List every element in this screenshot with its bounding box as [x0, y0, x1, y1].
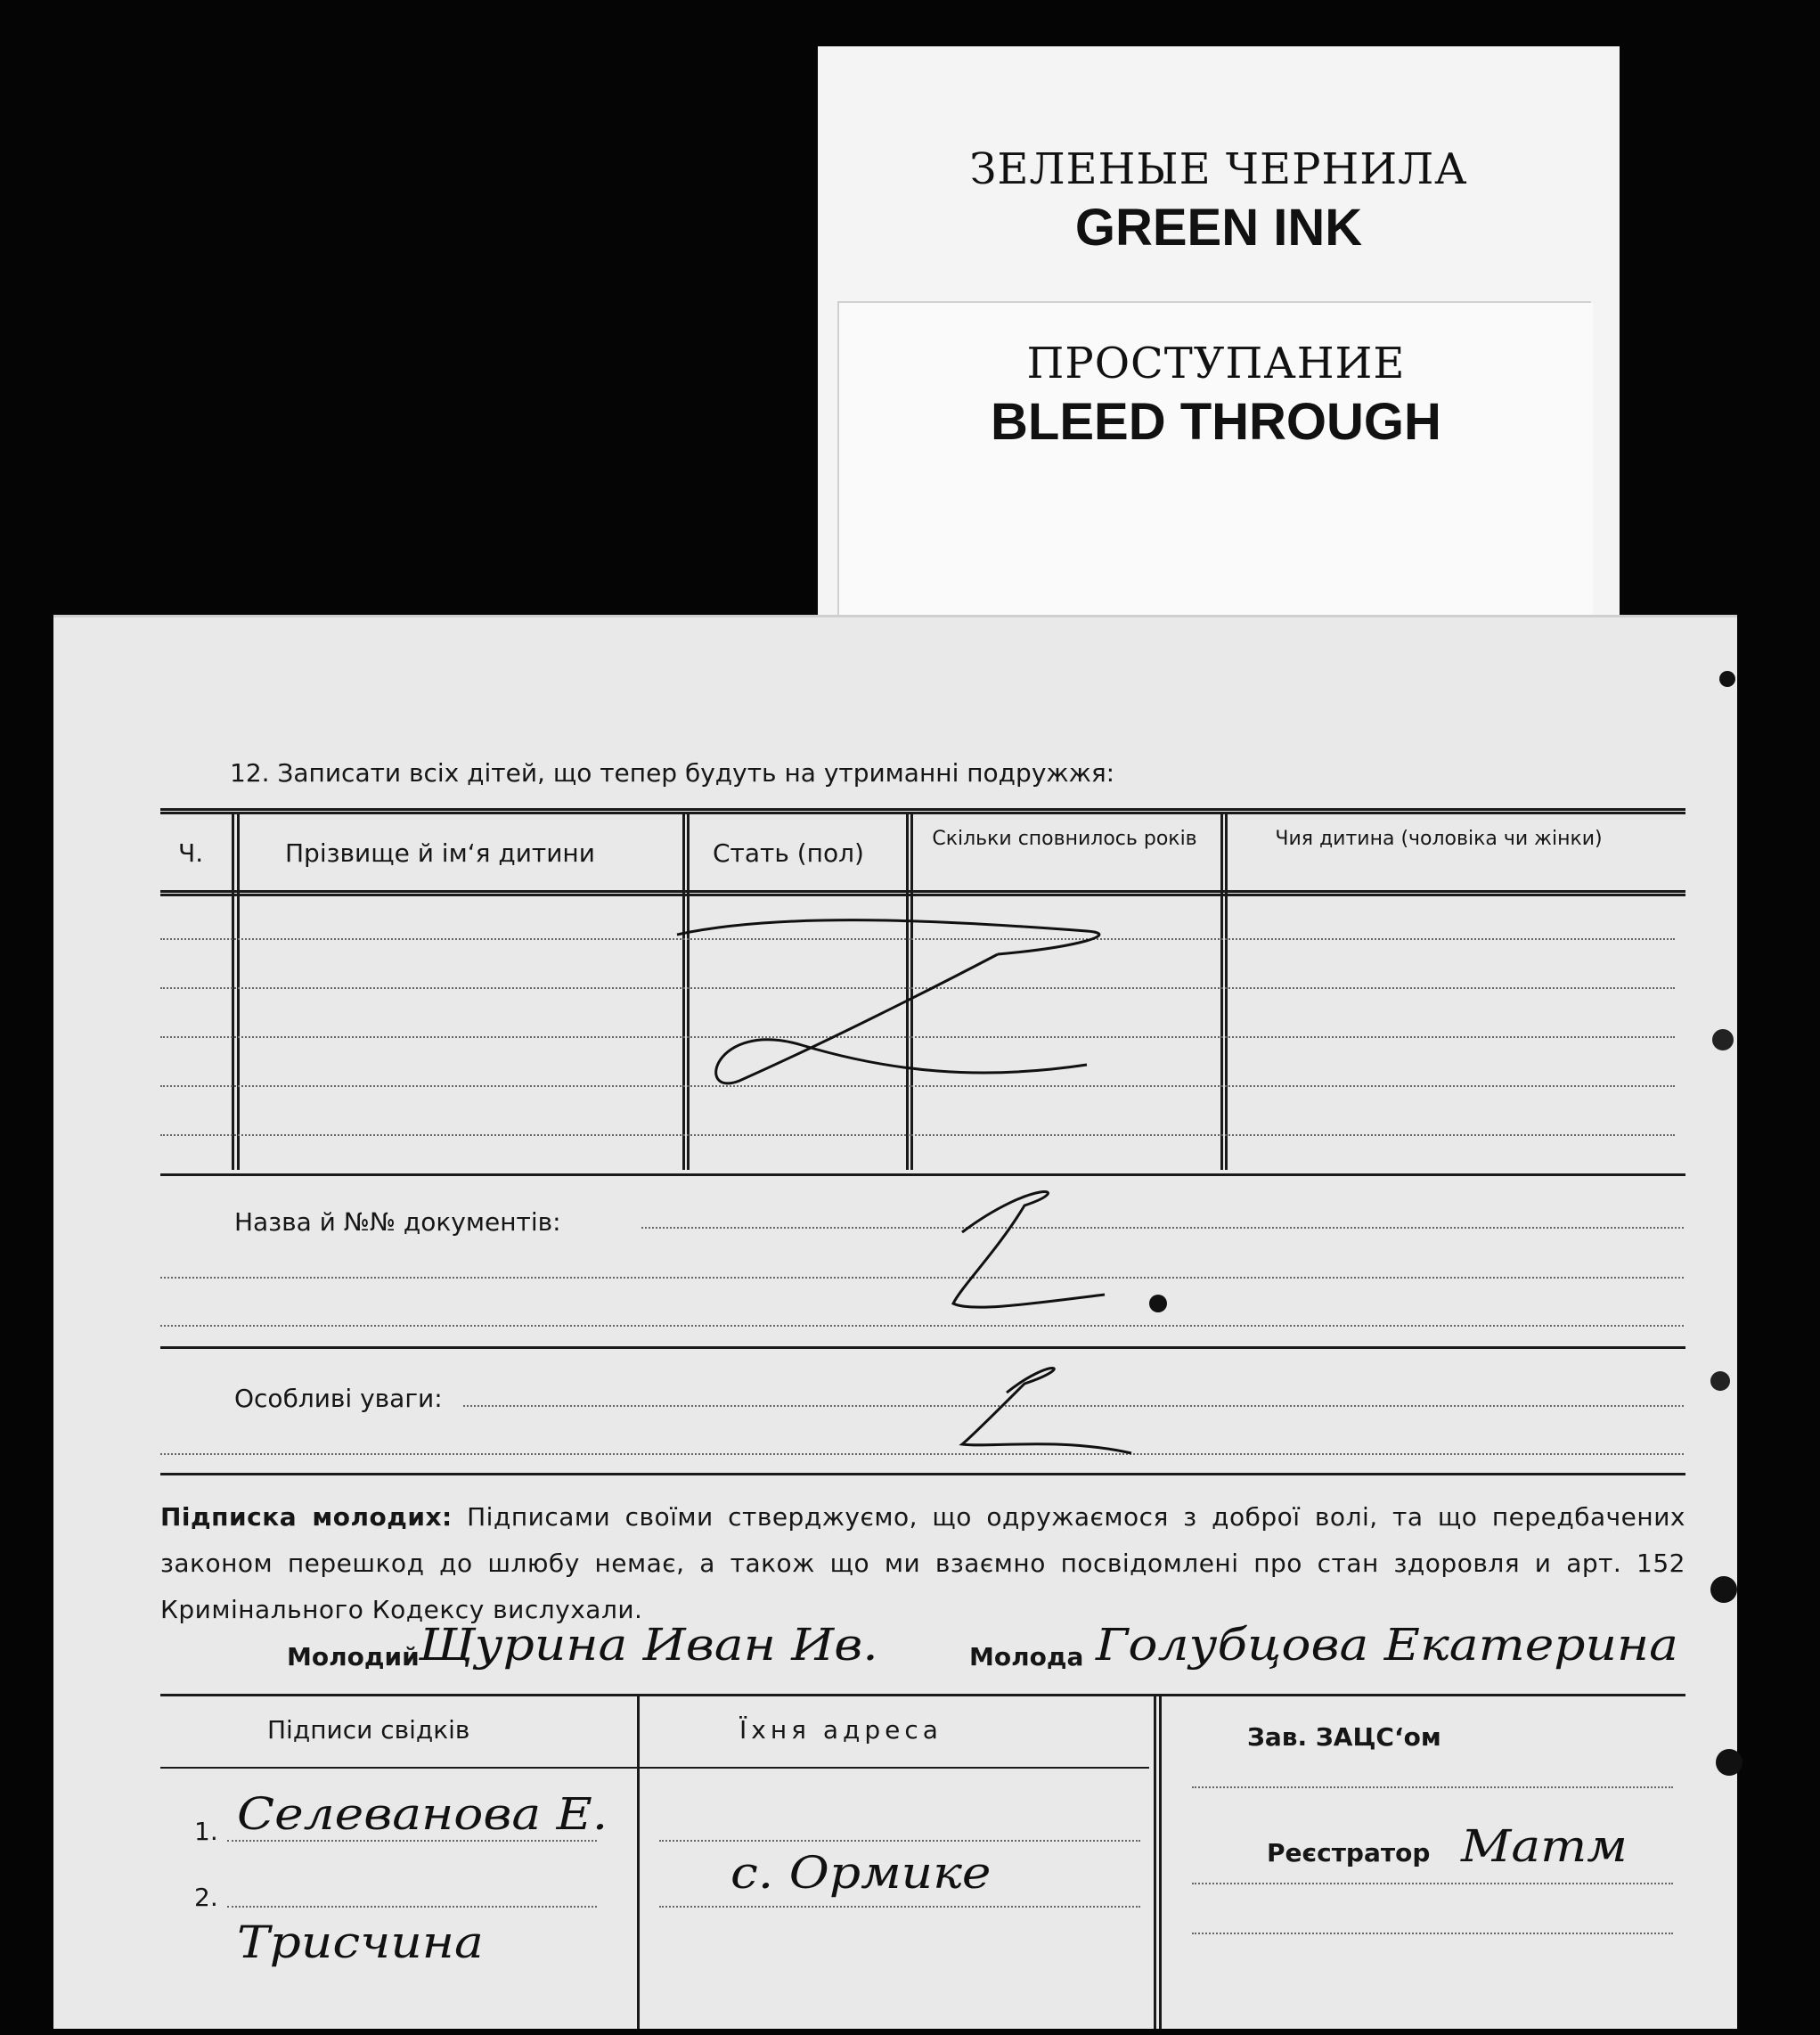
binding-hole: [1719, 671, 1735, 687]
witness-1-signature: Селеванова Е.: [237, 1788, 608, 1840]
z-strike-mark-children: [659, 911, 1158, 1125]
section-12-title: 12. Записати всіх дітей, що тепер будуть на утриманні подружжя:: [230, 758, 1115, 788]
notice-bleed-through-ru: ПРОСТУПАНИЕ: [1026, 339, 1406, 388]
col-header-whose-child: Чия дитина (чоловіка чи жінки): [1275, 828, 1603, 850]
groom-signature: Щурина Иван Ив.: [419, 1619, 878, 1671]
notice-bleed-through: [839, 303, 1593, 617]
remarks-label: Особливі уваги:: [234, 1384, 443, 1413]
z-strike-mark-documents: [891, 1170, 1194, 1330]
head-of-registry-label: Зав. ЗАЦС‘ом: [1247, 1722, 1441, 1752]
witnesses-header: Підписи свідків: [267, 1715, 470, 1745]
address-header: Їхня адреса: [739, 1715, 943, 1745]
binding-hole: [1712, 1029, 1734, 1050]
groom-label: Молодий: [287, 1642, 420, 1671]
address-signature: с. Ормике: [730, 1847, 992, 1899]
notice-green-ink-en: GREEN INK: [1074, 199, 1363, 257]
col-header-child-name: Прізвище й ім‘я дитини: [285, 838, 595, 868]
col-header-sex: Стать (пол): [713, 838, 864, 868]
documents-label: Назва й №№ документів:: [234, 1207, 561, 1237]
registrar-signature: Матм: [1461, 1820, 1628, 1872]
marriage-record-form: [53, 615, 1737, 2029]
binding-hole: [1716, 1749, 1742, 1776]
witness-2-number: 2.: [194, 1883, 218, 1912]
z-strike-mark-remarks: [909, 1348, 1140, 1464]
notice-bleed-through-en: BLEED THROUGH: [991, 393, 1441, 451]
binding-hole: [1710, 1576, 1737, 1603]
binding-hole: [1710, 1371, 1730, 1391]
col-header-number: Ч.: [178, 838, 204, 868]
pledge-heading: Підписка молодих:: [160, 1502, 453, 1532]
bride-signature: Голубцова Екатерина: [1096, 1619, 1678, 1671]
notice-green-ink-ru: ЗЕЛЕНЫЕ ЧЕРНИЛА: [969, 144, 1468, 194]
col-header-age: Скільки сповнилось років: [932, 828, 1197, 850]
pledge-text: Підписами своїми стверджуємо, що одружаємося з доброї волі, та що передбачених законом перешкод до шлюбу немає, а також що ми взаємно посвідомлені про стан здоровля и арт. 152 Кримінального Кодексу вислухали.: [160, 1502, 1685, 1624]
pledge-paragraph: [160, 1494, 1685, 1633]
witness-1-number: 1.: [194, 1817, 218, 1846]
witness-2-signature: Трисчина: [237, 1916, 484, 1968]
bride-label: Молода: [969, 1642, 1084, 1671]
registrar-label: Реєстратор: [1267, 1838, 1431, 1867]
